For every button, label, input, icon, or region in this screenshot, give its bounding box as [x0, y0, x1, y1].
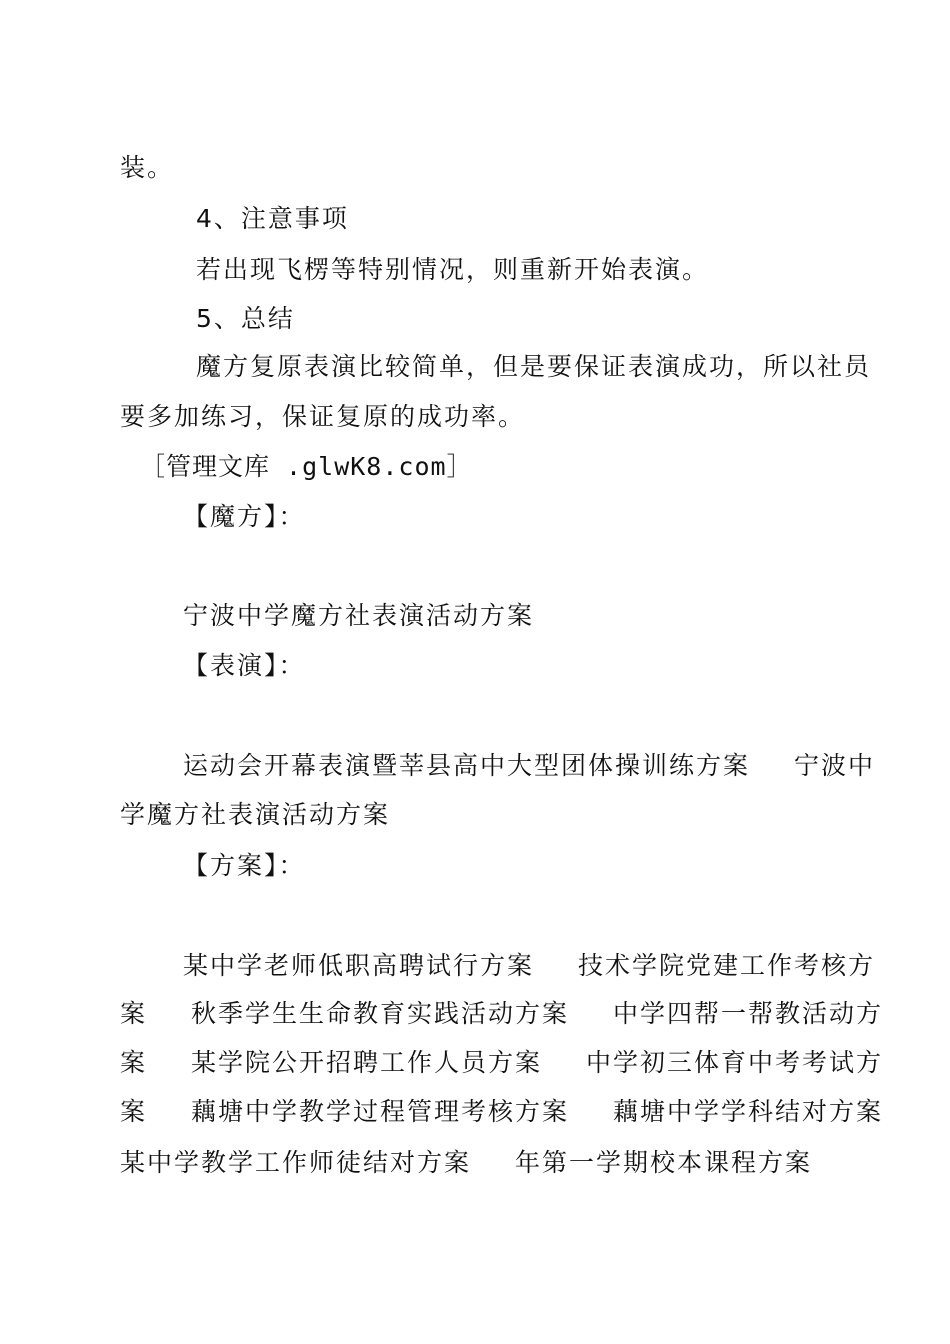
- tag-label-biaoyan: 【表演】：: [183, 651, 306, 680]
- related-link[interactable]: 某中学老师低职高聘试行方案: [183, 951, 535, 980]
- paragraph-4: 若出现飞楞等特别情况，则重新开始表演。: [196, 255, 710, 284]
- related-links-line: [120, 998, 883, 1030]
- section-heading-4: 4、注意事项: [196, 204, 349, 233]
- tag-label-mofang: 【魔方】：: [183, 502, 306, 531]
- related-link[interactable]: 中学初三体育中考考试方: [586, 1048, 884, 1077]
- related-link-tail[interactable]: 案: [120, 999, 148, 1028]
- related-link[interactable]: 中学四帮一帮教活动方: [613, 999, 884, 1028]
- related-link[interactable]: 年第一学期校本课程方案: [515, 1148, 813, 1177]
- related-links-line: [183, 750, 875, 782]
- related-link[interactable]: 藕塘中学教学过程管理考核方案: [191, 1097, 570, 1126]
- related-links-line: [120, 1147, 812, 1179]
- related-link[interactable]: 秋季学生生命教育实践活动方案: [191, 999, 570, 1028]
- related-link[interactable]: 技术学院党建工作考核方: [578, 951, 876, 980]
- related-links-line: [120, 1096, 883, 1128]
- related-link[interactable]: 藕塘中学学科结对方案: [613, 1097, 884, 1126]
- related-link-tail[interactable]: 案: [120, 1097, 148, 1126]
- related-link[interactable]: 运动会开幕表演暨莘县高中大型团体操训练方案: [183, 751, 751, 780]
- related-link[interactable]: 学魔方社表演活动方案: [120, 800, 391, 829]
- source-note: ［管理文库 .glwK8.com］: [140, 452, 473, 481]
- related-links-line: [120, 1047, 883, 1079]
- related-link[interactable]: 某学院公开招聘工作人员方案: [191, 1048, 543, 1077]
- related-link[interactable]: 某中学教学工作师徒结对方案: [120, 1148, 472, 1177]
- related-link[interactable]: 宁波中学魔方社表演活动方案: [183, 601, 535, 630]
- related-link[interactable]: 宁波中: [794, 751, 876, 780]
- paragraph-5-line-2: 要多加练习，保证复原的成功率。: [120, 402, 526, 431]
- tag-label-fangan: 【方案】：: [183, 851, 306, 880]
- paragraph-5-line-1: 魔方复原表演比较简单，但是要保证表演成功，所以社员: [196, 352, 872, 381]
- related-links-line: [183, 950, 875, 982]
- section-heading-5: 5、总结: [196, 304, 295, 333]
- related-link-tail[interactable]: 案: [120, 1048, 148, 1077]
- paragraph-continuation: 装。: [120, 153, 175, 182]
